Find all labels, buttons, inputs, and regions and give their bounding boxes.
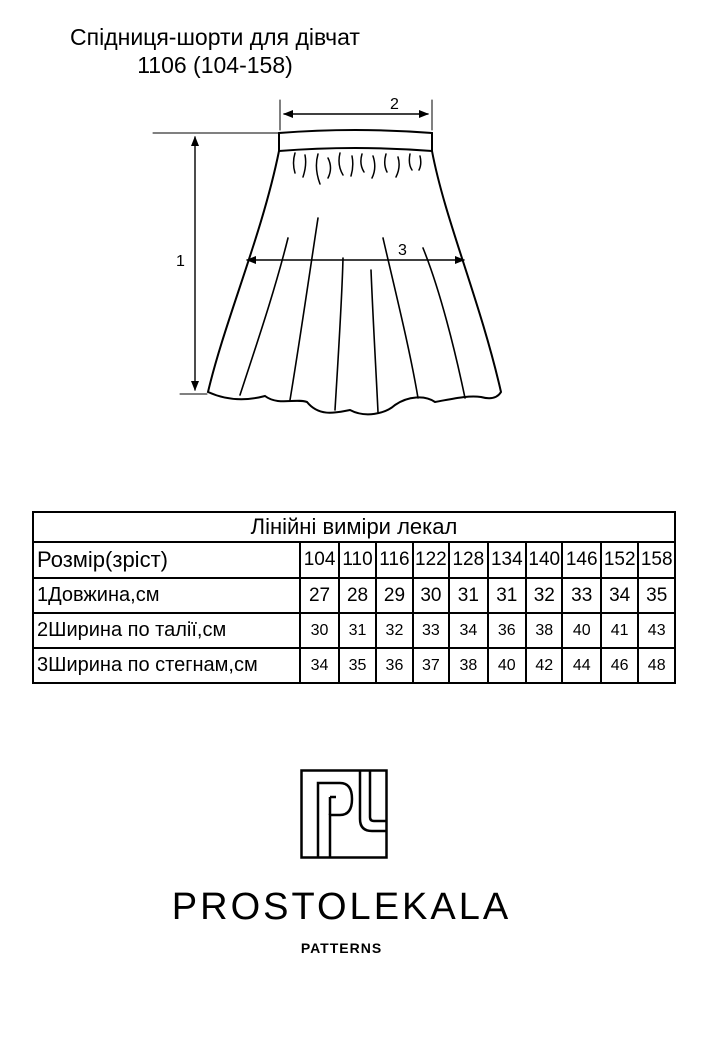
table-row-waist [33,613,675,648]
value-cell: 46 [601,648,638,683]
value-cell: 32 [376,613,412,648]
value-cell: 41 [601,613,638,648]
table-row-length [33,578,675,613]
value-cell: 40 [562,613,600,648]
value-cell: 32 [526,578,562,613]
dimension-label-waist: 2 [390,96,399,113]
brand-subtitle: PATTERNS [300,940,383,956]
size-cell: 122 [413,542,449,578]
value-cell: 30 [300,613,338,648]
size-cell: 140 [526,542,562,578]
row-label: 2Ширина по талії,см [33,613,300,648]
value-cell: 33 [562,578,600,613]
value-cell: 42 [526,648,562,683]
value-cell: 33 [413,613,449,648]
brand-logo-icon [300,769,388,859]
table-row-hip [33,648,675,683]
model-code: 1106 (104-158) [137,52,293,78]
size-label: Розмір(зріст) [33,542,300,578]
row-label: 1Довжина,см [33,578,300,613]
size-cell: 152 [601,542,638,578]
value-cell: 31 [449,578,487,613]
value-cell: 36 [488,613,526,648]
value-cell: 44 [562,648,600,683]
size-cell: 134 [488,542,526,578]
size-cell: 104 [300,542,338,578]
value-cell: 38 [526,613,562,648]
value-cell: 35 [339,648,376,683]
table-caption: Лінійні виміри лекал [33,512,675,542]
dimension-label-hip: 3 [398,242,407,259]
value-cell: 37 [413,648,449,683]
value-cell: 38 [449,648,487,683]
dimension-label-length: 1 [176,253,185,270]
garment-title: Спідниця-шорти для дівчат [70,24,360,50]
measurements-table [32,511,676,684]
size-cell: 158 [638,542,675,578]
size-cell: 146 [562,542,600,578]
waistband [279,130,432,151]
value-cell: 30 [413,578,449,613]
value-cell: 29 [376,578,412,613]
size-cell: 110 [339,542,376,578]
value-cell: 43 [638,613,675,648]
value-cell: 35 [638,578,675,613]
skirt-outline [208,151,501,414]
value-cell: 31 [488,578,526,613]
value-cell: 48 [638,648,675,683]
table-row-size [33,542,675,578]
brand-name: PROSTOLEKALA [171,886,512,928]
size-cell: 116 [376,542,412,578]
value-cell: 27 [300,578,338,613]
value-cell: 40 [488,648,526,683]
value-cell: 34 [300,648,338,683]
value-cell: 31 [339,613,376,648]
value-cell: 36 [376,648,412,683]
value-cell: 34 [449,613,487,648]
value-cell: 34 [601,578,638,613]
size-cell: 128 [449,542,487,578]
value-cell: 28 [339,578,376,613]
row-label: 3Ширина по стегнам,см [33,648,300,683]
